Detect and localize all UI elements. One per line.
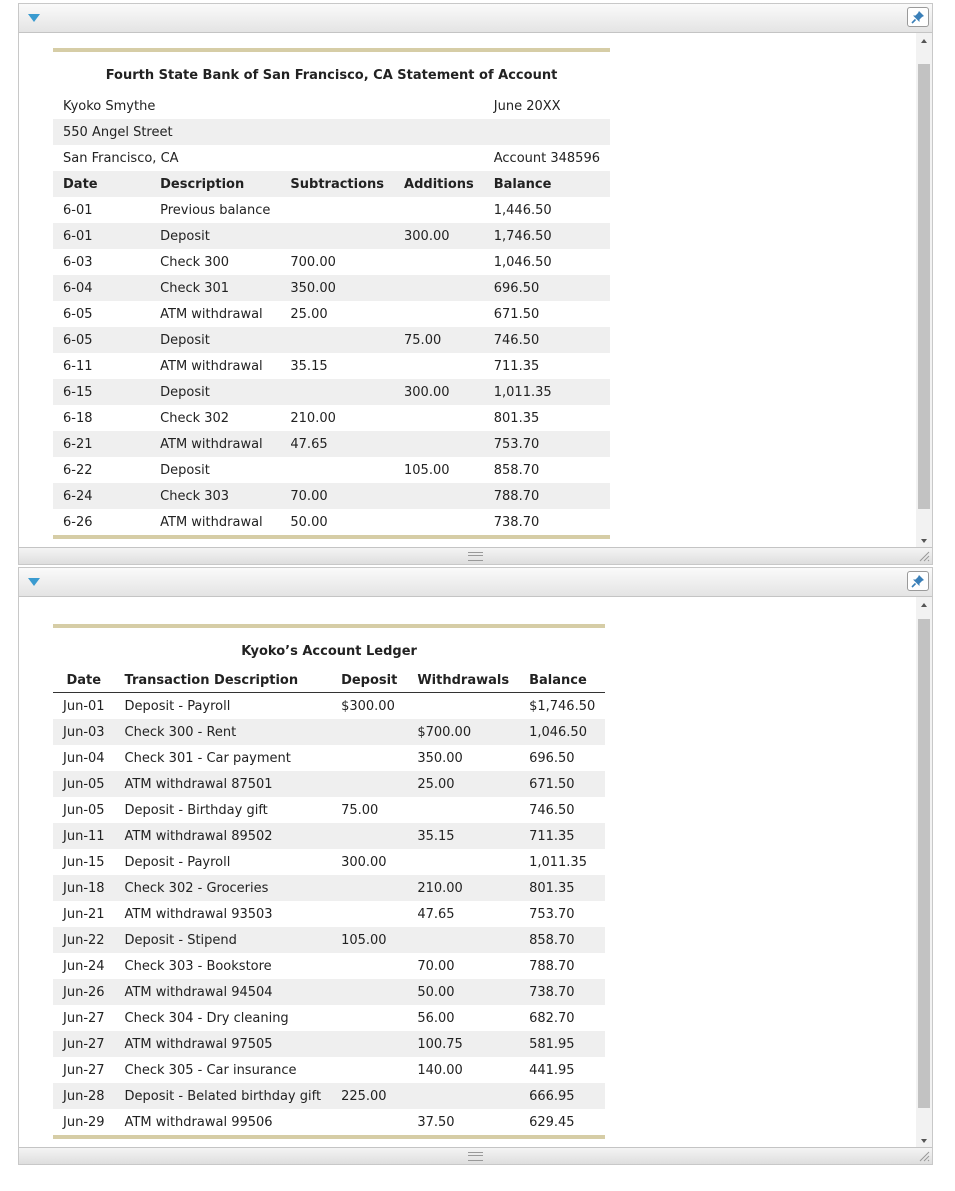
table-cell: 50.00 (290, 514, 328, 530)
table-cell: 100.75 (417, 1036, 463, 1052)
table-cell (394, 431, 484, 457)
table-cell: 6-05 (63, 332, 93, 348)
table-cell: 696.50 (529, 750, 575, 766)
ledger-scrollbar[interactable] (916, 597, 932, 1149)
table-cell: ATM withdrawal 93503 (124, 906, 273, 922)
table-cell: Jun-04 (63, 750, 105, 766)
table-cell: Deposit (160, 384, 210, 400)
table-cell: 711.35 (493, 358, 540, 374)
table-cell (407, 927, 519, 953)
table-row (53, 927, 605, 953)
table-cell: Jun-24 (63, 958, 105, 974)
table-cell: Jun-11 (63, 828, 105, 844)
ledger-table (53, 624, 605, 1139)
drag-handle-icon[interactable] (468, 552, 483, 561)
statement-scrollbar[interactable] (916, 33, 932, 549)
statement-panel-header (19, 4, 932, 33)
table-cell: 1,746.50 (493, 228, 552, 244)
chevron-down-icon[interactable] (28, 14, 40, 22)
table-cell: Jun-26 (63, 984, 105, 1000)
pin-icon (911, 10, 925, 24)
table-cell: 300.00 (341, 854, 387, 870)
table-cell (331, 875, 407, 901)
table-cell (407, 849, 519, 875)
table-cell: Jun-27 (63, 1062, 105, 1078)
table-cell: Jun-27 (63, 1036, 105, 1052)
table-row (53, 197, 610, 223)
ledger-title: Kyoko’s Account Ledger (241, 643, 417, 659)
table-cell (331, 1057, 407, 1083)
table-cell: 6-24 (63, 488, 93, 504)
table-cell: 47.65 (290, 436, 328, 452)
table-row (53, 353, 610, 379)
ledger-scroll-thumb[interactable] (918, 619, 930, 1108)
table-cell: $700.00 (417, 724, 472, 740)
table-cell (331, 1005, 407, 1031)
table-cell: Jun-05 (63, 776, 105, 792)
table-row (53, 223, 610, 249)
table-cell (394, 483, 484, 509)
scroll-down-arrow-icon[interactable] (921, 1139, 927, 1143)
table-cell: 753.70 (493, 436, 540, 452)
account-number: Account 348596 (493, 150, 600, 166)
table-cell: Jun-18 (63, 880, 105, 896)
resize-grip-icon[interactable] (919, 1151, 930, 1162)
statement-panel-footer (19, 547, 932, 564)
table-cell: 6-22 (63, 462, 93, 478)
table-cell (394, 509, 484, 537)
table-cell: Deposit - Payroll (124, 698, 231, 714)
table-cell: $1,746.50 (529, 698, 596, 714)
table-cell: Jun-28 (63, 1088, 105, 1104)
table-cell: 696.50 (493, 280, 540, 296)
ledger-rows (53, 693, 605, 1138)
table-row (53, 1109, 605, 1137)
table-cell (280, 457, 394, 483)
ledger-panel (18, 567, 933, 1165)
table-cell: 858.70 (529, 932, 575, 948)
table-row (53, 405, 610, 431)
table-cell (394, 197, 484, 223)
table-cell (331, 823, 407, 849)
table-cell: 70.00 (290, 488, 328, 504)
ledger-content (19, 597, 916, 1148)
table-cell: Jun-15 (63, 854, 105, 870)
table-cell: 6-18 (63, 410, 93, 426)
table-row (53, 953, 605, 979)
table-row (53, 327, 610, 353)
table-cell (394, 353, 484, 379)
table-cell: Check 305 - Car insurance (124, 1062, 297, 1078)
table-cell: $300.00 (341, 698, 395, 714)
table-row (53, 301, 610, 327)
table-cell: Check 301 (160, 280, 230, 296)
table-cell: Check 302 (160, 410, 230, 426)
statement-scroll-thumb[interactable] (918, 64, 930, 509)
table-cell: Check 302 - Groceries (124, 880, 269, 896)
table-cell (407, 1083, 519, 1109)
table-cell (331, 979, 407, 1005)
ledger-header-row (53, 669, 605, 693)
table-cell: 6-04 (63, 280, 93, 296)
table-row (53, 693, 605, 720)
table-cell: 1,046.50 (529, 724, 587, 740)
table-cell: 1,011.35 (493, 384, 552, 400)
table-row (53, 719, 605, 745)
table-cell (280, 197, 394, 223)
table-cell: 6-01 (63, 202, 93, 218)
table-cell: 350.00 (290, 280, 336, 296)
table-cell: 711.35 (529, 828, 575, 844)
table-cell: ATM withdrawal (160, 358, 263, 374)
column-header: Additions (404, 176, 474, 192)
table-cell (331, 719, 407, 745)
table-row (53, 1057, 605, 1083)
table-cell: 441.95 (529, 1062, 575, 1078)
table-cell: ATM withdrawal (160, 436, 263, 452)
table-cell: Previous balance (160, 202, 271, 218)
table-cell (331, 953, 407, 979)
table-cell: 6-21 (63, 436, 93, 452)
table-cell: 6-01 (63, 228, 93, 244)
table-row (53, 509, 610, 537)
table-row (53, 979, 605, 1005)
table-cell: ATM withdrawal (160, 514, 263, 530)
table-cell: 50.00 (417, 984, 455, 1000)
address-line2: San Francisco, CA (63, 150, 179, 166)
table-cell: 47.65 (417, 906, 455, 922)
table-cell: Check 303 (160, 488, 230, 504)
table-cell: 1,011.35 (529, 854, 587, 870)
table-cell: 6-26 (63, 514, 93, 530)
table-cell: Jun-21 (63, 906, 105, 922)
table-cell: 35.15 (290, 358, 328, 374)
table-cell: 105.00 (404, 462, 450, 478)
table-cell: Jun-22 (63, 932, 105, 948)
table-cell: 788.70 (493, 488, 540, 504)
table-cell: Deposit - Payroll (124, 854, 231, 870)
table-cell: 70.00 (417, 958, 455, 974)
resize-grip-icon[interactable] (919, 551, 930, 562)
scroll-up-arrow-icon[interactable] (921, 39, 927, 43)
table-row (53, 275, 610, 301)
table-cell: 37.50 (417, 1114, 455, 1130)
table-cell: ATM withdrawal 89502 (124, 828, 273, 844)
table-cell: Check 300 - Rent (124, 724, 237, 740)
table-cell: 140.00 (417, 1062, 463, 1078)
table-row (53, 901, 605, 927)
table-row (53, 745, 605, 771)
statement-header-row (53, 171, 610, 197)
column-header: Subtractions (290, 176, 385, 192)
table-cell: 858.70 (493, 462, 540, 478)
table-cell: 6-15 (63, 384, 93, 400)
statement-title: Fourth State Bank of San Francisco, CA Statement of Account (105, 67, 558, 83)
table-cell: ATM withdrawal 87501 (124, 776, 273, 792)
table-cell (394, 405, 484, 431)
table-cell: 1,446.50 (493, 202, 552, 218)
table-cell (331, 901, 407, 927)
table-cell (280, 379, 394, 405)
table-cell: 801.35 (529, 880, 575, 896)
table-cell: ATM withdrawal 97505 (124, 1036, 273, 1052)
table-cell: 6-03 (63, 254, 93, 270)
table-cell: 300.00 (404, 384, 450, 400)
table-cell (394, 275, 484, 301)
statement-panel (18, 3, 933, 565)
table-cell: Check 304 - Dry cleaning (124, 1010, 289, 1026)
table-cell: Deposit - Birthday gift (124, 802, 268, 818)
table-cell (280, 223, 394, 249)
chevron-down-icon[interactable] (28, 578, 40, 586)
table-cell: 753.70 (529, 906, 575, 922)
table-cell: 700.00 (290, 254, 336, 270)
table-cell: 581.95 (529, 1036, 575, 1052)
table-cell: 6-11 (63, 358, 93, 374)
column-header: Balance (493, 176, 552, 192)
table-row (53, 379, 610, 405)
column-header: Date (63, 176, 98, 192)
table-row (53, 1083, 605, 1109)
table-cell (407, 797, 519, 823)
table-cell (394, 301, 484, 327)
table-cell: Deposit (160, 332, 210, 348)
table-cell: 35.15 (417, 828, 455, 844)
table-cell: 738.70 (529, 984, 575, 1000)
column-header: Withdrawals (407, 669, 519, 693)
pin-icon (911, 574, 925, 588)
table-cell: 210.00 (290, 410, 336, 426)
table-cell: Jun-01 (63, 698, 105, 714)
table-cell: Jun-29 (63, 1114, 105, 1130)
column-header: Description (160, 176, 245, 192)
table-cell: 56.00 (417, 1010, 455, 1026)
table-cell: 682.70 (529, 1010, 575, 1026)
table-row (53, 431, 610, 457)
table-cell: Deposit - Belated birthday gift (124, 1088, 322, 1104)
table-cell: 1,046.50 (493, 254, 552, 270)
table-cell: Jun-27 (63, 1010, 105, 1026)
table-row (53, 797, 605, 823)
table-row (53, 1031, 605, 1057)
table-cell: 671.50 (493, 306, 540, 322)
table-row (53, 771, 605, 797)
table-cell (331, 771, 407, 797)
table-cell: 75.00 (341, 802, 379, 818)
table-cell: 788.70 (529, 958, 575, 974)
table-cell: ATM withdrawal (160, 306, 263, 322)
table-cell: 210.00 (417, 880, 463, 896)
table-cell (280, 327, 394, 353)
column-header: Date (53, 669, 115, 693)
table-row (53, 483, 610, 509)
table-cell (394, 249, 484, 275)
table-cell (331, 1031, 407, 1057)
statement-table (53, 48, 610, 539)
table-row (53, 249, 610, 275)
table-cell: 6-05 (63, 306, 93, 322)
table-row (53, 849, 605, 875)
address-line1: 550 Angel Street (63, 124, 173, 140)
table-row (53, 823, 605, 849)
table-cell: 25.00 (417, 776, 455, 792)
statement-rows (53, 197, 610, 537)
ledger-panel-header (19, 568, 932, 597)
table-cell: ATM withdrawal 99506 (124, 1114, 273, 1130)
column-header: Balance (519, 669, 605, 693)
table-cell: 75.00 (404, 332, 442, 348)
table-row (53, 875, 605, 901)
table-cell: 300.00 (404, 228, 450, 244)
scroll-up-arrow-icon[interactable] (921, 603, 927, 607)
table-cell: 746.50 (529, 802, 575, 818)
table-cell: Deposit (160, 228, 210, 244)
column-header: Deposit (331, 669, 407, 693)
ledger-panel-footer (19, 1147, 932, 1164)
table-row (53, 1005, 605, 1031)
table-cell (331, 1109, 407, 1137)
table-cell: 629.45 (529, 1114, 575, 1130)
table-cell: 105.00 (341, 932, 387, 948)
table-cell: 738.70 (493, 514, 540, 530)
table-cell: Check 300 (160, 254, 230, 270)
table-cell: Check 303 - Bookstore (124, 958, 272, 974)
column-header: Transaction Description (115, 669, 332, 693)
table-cell: 671.50 (529, 776, 575, 792)
pin-button[interactable] (907, 7, 929, 27)
table-cell (331, 745, 407, 771)
table-row (53, 457, 610, 483)
table-cell: Check 301 - Car payment (124, 750, 291, 766)
table-cell: 25.00 (290, 306, 328, 322)
table-cell: 801.35 (493, 410, 540, 426)
table-cell: 350.00 (417, 750, 463, 766)
drag-handle-icon[interactable] (468, 1152, 483, 1161)
table-cell: Deposit - Stipend (124, 932, 237, 948)
table-cell: 746.50 (493, 332, 540, 348)
table-cell: Jun-03 (63, 724, 105, 740)
customer-name: Kyoko Smythe (63, 98, 156, 114)
pin-button[interactable] (907, 571, 929, 591)
statement-period: June 20XX (493, 98, 561, 114)
table-cell: 666.95 (529, 1088, 575, 1104)
scroll-down-arrow-icon[interactable] (921, 539, 927, 543)
table-cell (407, 693, 519, 720)
table-cell: ATM withdrawal 94504 (124, 984, 273, 1000)
table-cell: Jun-05 (63, 802, 105, 818)
table-cell: Deposit (160, 462, 210, 478)
table-cell: 225.00 (341, 1088, 387, 1104)
